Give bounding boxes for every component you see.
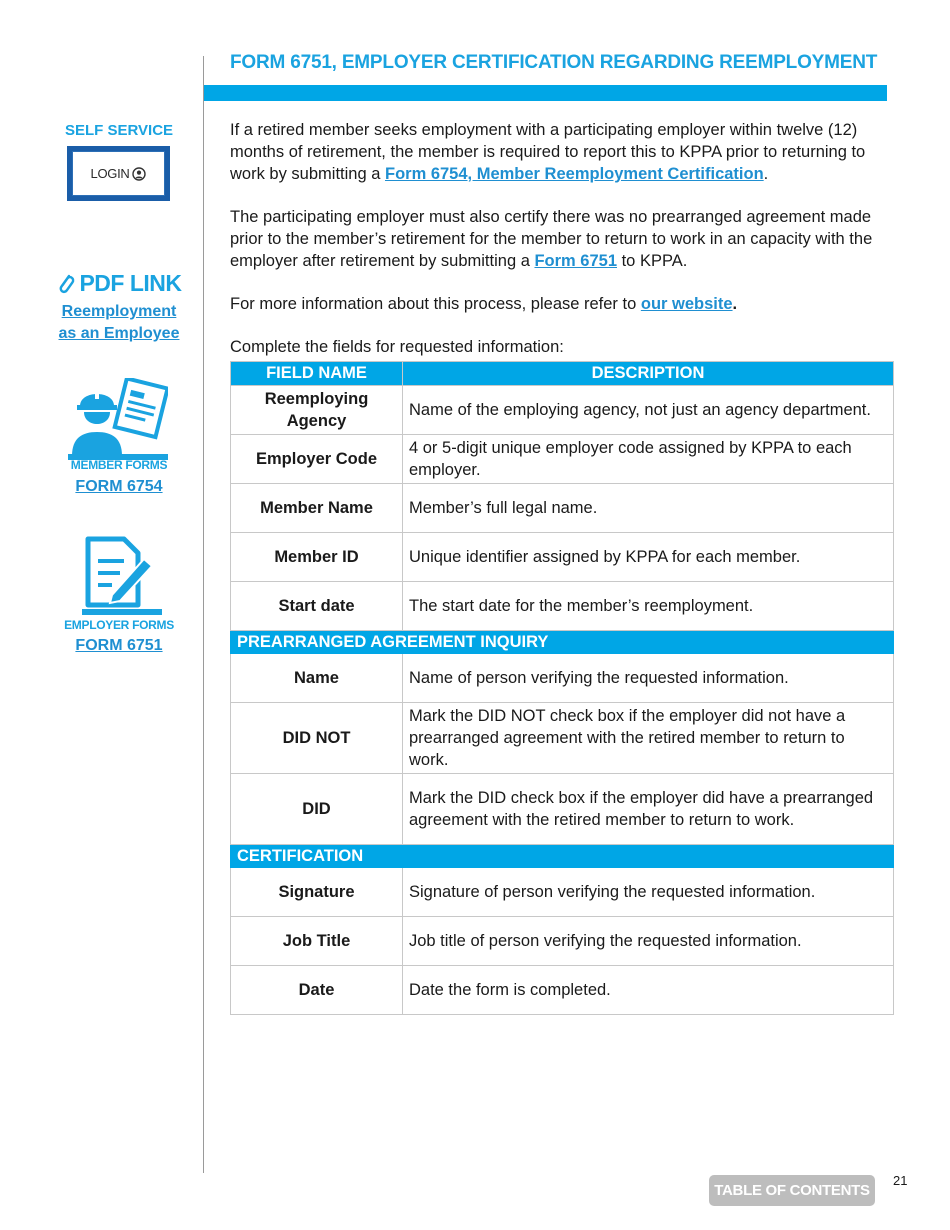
field-desc-cell: Mark the DID NOT check box if the employer did not have a prearranged agreement with the retired member to return to work. xyxy=(403,703,894,774)
section-prearranged-title: PREARRANGED AGREEMENT INQUIRY xyxy=(231,631,894,654)
p2-text-end: to KPPA. xyxy=(617,252,688,270)
form-6754-inline-link[interactable]: Form 6754, Member Reemployment Certification xyxy=(384,165,764,183)
field-desc-cell: Date the form is completed. xyxy=(403,966,894,1015)
form-6751-link[interactable]: FORM 6751 xyxy=(75,637,163,654)
section-header-row xyxy=(231,631,894,654)
field-name-cell: Employer Code xyxy=(231,435,403,484)
table-row xyxy=(231,533,894,582)
field-desc-cell: Name of person verifying the requested information. xyxy=(403,654,894,703)
field-name-cell: Member Name xyxy=(231,484,403,533)
login-button-inner xyxy=(72,151,165,196)
field-desc-cell: Job title of person verifying the requested information. xyxy=(403,917,894,966)
field-name-cell: Name xyxy=(231,654,403,703)
section-header-row xyxy=(231,845,894,868)
user-icon xyxy=(132,167,146,181)
form-with-pen-icon xyxy=(82,535,162,617)
table-of-contents-button[interactable]: TABLE OF CONTENTS xyxy=(709,1175,875,1206)
form-6751-inline-link[interactable]: Form 6751 xyxy=(534,252,618,270)
field-desc-cell: 4 or 5-digit unique employer code assigned by KPPA to each employer. xyxy=(403,435,894,484)
paragraph-employer-certify xyxy=(230,206,900,272)
title-underline-bar xyxy=(204,85,887,101)
self-service-label: SELF SERVICE xyxy=(64,122,174,139)
field-desc-cell: Mark the DID check box if the employer did have a prearranged agreement with the retired member to return to work. xyxy=(403,774,894,845)
pdf-link-heading[interactable] xyxy=(40,270,198,297)
page-number: 21 xyxy=(893,1173,908,1188)
pdf-link-label: PDF LINK xyxy=(79,270,182,296)
pdf-link-description xyxy=(40,301,198,345)
employer-form-link-wrap xyxy=(40,637,198,655)
table-header-row xyxy=(231,362,894,386)
paperclip-icon xyxy=(56,272,76,296)
page-title: FORM 6751, EMPLOYER CERTIFICATION REGARDING REEMPLOYMENT xyxy=(230,52,878,73)
field-name-cell: DID NOT xyxy=(231,703,403,774)
member-forms-label: MEMBER FORMS xyxy=(70,458,168,472)
employer-forms-label: EMPLOYER FORMS xyxy=(64,618,174,632)
table-row xyxy=(231,386,894,435)
section-certification-title: CERTIFICATION xyxy=(231,845,894,868)
field-desc-cell: Name of the employing agency, not just an agency department. xyxy=(403,386,894,435)
field-desc-cell: The start date for the member’s reemployment. xyxy=(403,582,894,631)
table-row xyxy=(231,582,894,631)
sidebar-divider xyxy=(203,56,204,1173)
p2-text-start: The participating employer must also certify there was no prearranged agreement made prior to the member’s retirement for the member to return to work in an capacity with the employer after retirement by submitting a xyxy=(230,208,873,270)
paragraph-more-info xyxy=(230,293,900,315)
table-row xyxy=(231,966,894,1015)
field-name-cell: Member ID xyxy=(231,533,403,582)
field-name-cell: Reemploying Agency xyxy=(231,386,403,435)
field-desc-cell: Signature of person verifying the requested information. xyxy=(403,868,894,917)
employer-forms-icon-box[interactable] xyxy=(82,535,162,622)
field-name-cell: DID xyxy=(231,774,403,845)
login-button[interactable] xyxy=(67,146,170,201)
member-forms-icon-box[interactable] xyxy=(68,378,168,465)
table-row xyxy=(231,435,894,484)
table-row xyxy=(231,917,894,966)
form-6754-link[interactable]: FORM 6754 xyxy=(75,478,163,495)
member-form-link-wrap xyxy=(40,478,198,496)
reemployment-link-line2[interactable]: as an Employee xyxy=(58,325,180,342)
field-desc-cell: Unique identifier assigned by KPPA for each member. xyxy=(403,533,894,582)
header-field-name: FIELD NAME xyxy=(231,362,403,386)
table-row xyxy=(231,654,894,703)
worker-with-document-icon xyxy=(68,378,168,460)
fields-table xyxy=(230,361,894,1015)
field-name-cell: Job Title xyxy=(231,917,403,966)
field-name-cell: Date xyxy=(231,966,403,1015)
table-row xyxy=(231,703,894,774)
table-row xyxy=(231,774,894,845)
paragraph-reemployment xyxy=(230,119,900,185)
header-description: DESCRIPTION xyxy=(403,362,894,386)
table-row xyxy=(231,868,894,917)
table-row xyxy=(231,484,894,533)
field-desc-cell: Member’s full legal name. xyxy=(403,484,894,533)
our-website-link[interactable]: our website xyxy=(640,295,733,313)
p3-text-start: For more information about this process, please refer to xyxy=(230,295,641,313)
login-label: LOGIN xyxy=(90,166,130,181)
p3-text-end: . xyxy=(732,295,738,313)
field-name-cell: Start date xyxy=(231,582,403,631)
p1-text-end: . xyxy=(763,165,769,183)
p1-text-start: If a retired member seeks employment with a participating employer within twelve (12) months of retirement, the member is required to report this to KPPA prior to returning to work by submitting a xyxy=(230,121,866,183)
paragraph-complete-fields: Complete the fields for requested information: xyxy=(230,338,564,356)
reemployment-link-line1[interactable]: Reemployment xyxy=(61,303,177,320)
field-name-cell: Signature xyxy=(231,868,403,917)
